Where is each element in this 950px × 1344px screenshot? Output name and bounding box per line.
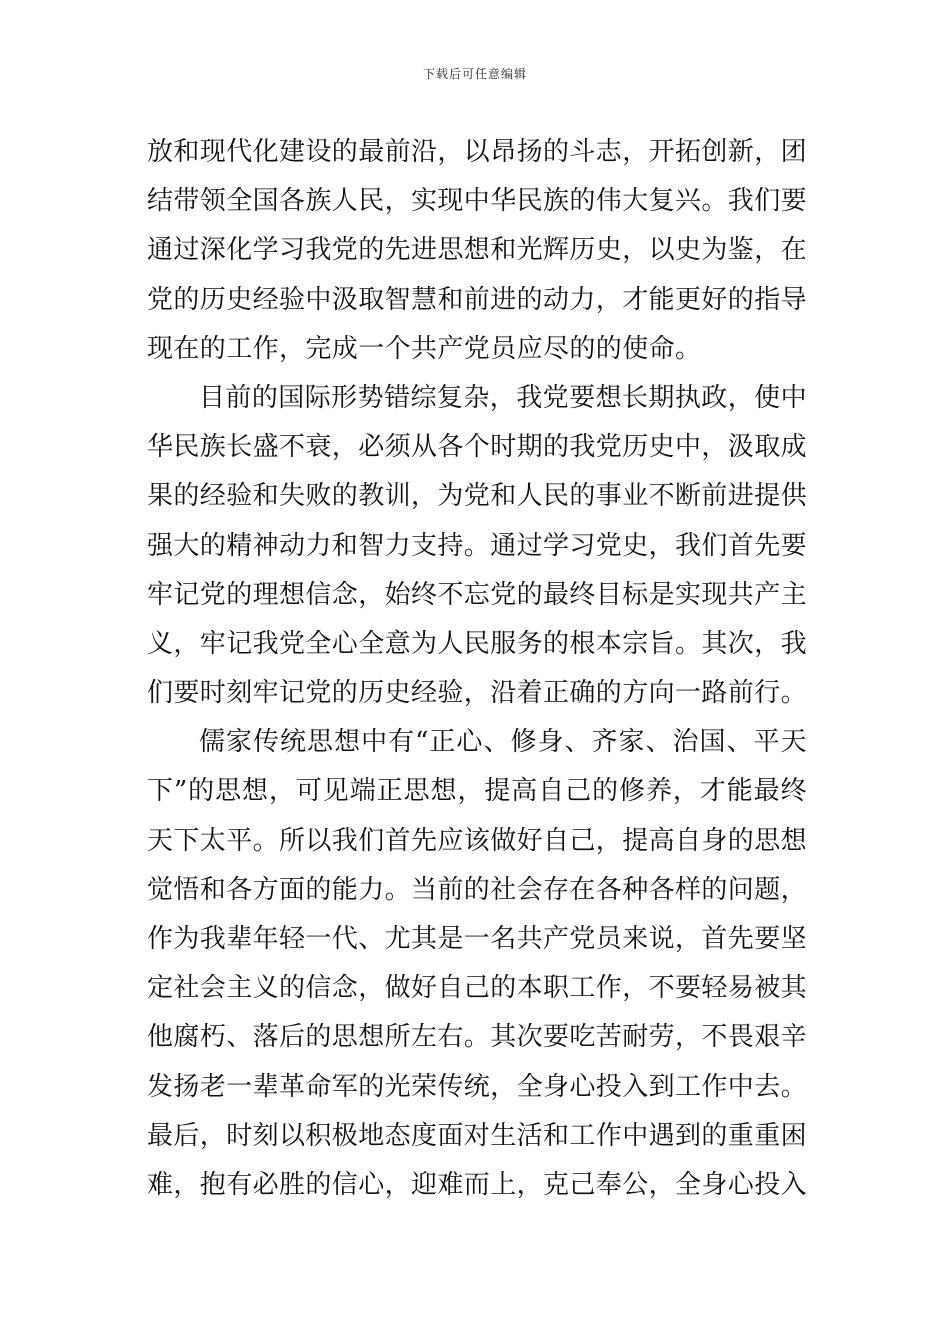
text-line: 结带领全国各族人民，实现中华民族的伟大复兴。我们要 [147, 186, 807, 217]
text-line: 发扬老一辈革命军的光荣传统，全身心投入到工作中去。 [147, 1071, 807, 1102]
body-text [147, 128, 807, 1210]
text-line: 果的经验和失败的教训，为党和人民的事业不断前进提供 [147, 481, 807, 512]
text-line: 觉悟和各方面的能力。当前的社会存在各种各样的问题， [147, 874, 807, 905]
text-line: 他腐朽、落后的思想所左右。其次要吃苦耐劳，不畏艰辛 [147, 1022, 807, 1053]
text-line: 定社会主义的信念，做好自己的本职工作，不要轻易被其 [147, 973, 807, 1004]
text-line: 难，抱有必胜的信心，迎难而上，克己奉公，全身心投入 [147, 1169, 807, 1200]
text-line: 目前的国际形势错综复杂，我党要想长期执政，使中 [199, 382, 807, 413]
text-line: 们要时刻牢记党的历史经验，沿着正确的方向一路前行。 [147, 678, 807, 709]
page-header: 下载后可任意编辑 [422, 67, 527, 81]
text-line: 通过深化学习我党的先进思想和光辉历史，以史为鉴，在 [147, 235, 807, 266]
text-line: 强大的精神动力和智力支持。通过学习党史，我们首先要 [147, 530, 807, 561]
text-line: 作为我辈年轻一代、尤其是一名共产党员来说，首先要坚 [147, 924, 807, 954]
text-line: 现在的工作，完成一个共产党员应尽的的使命。 [147, 333, 702, 364]
text-line: 党的历史经验中汲取智慧和前进的动力，才能更好的指导 [147, 284, 807, 315]
text-line: 牢记党的理想信念，始终不忘党的最终目标是实现共产主 [147, 579, 807, 610]
text-line: 放和现代化建设的最前沿，以昂扬的斗志，开拓创新，团 [147, 137, 807, 167]
text-line: 下”的思想，可见端正思想，提高自己的修养，才能最终 [147, 776, 807, 807]
text-line: 义，牢记我党全心全意为人民服务的根本宗旨。其次，我 [147, 628, 807, 659]
text-line: 最后，时刻以积极地态度面对生活和工作中遇到的重重困 [147, 1120, 807, 1151]
text-line: 华民族长盛不衰，必须从各个时期的我党历史中，汲取成 [147, 432, 807, 463]
text-line: 儒家传统思想中有“正心、修身、齐家、治国、平天 [199, 727, 807, 758]
text-line: 天下太平。所以我们首先应该做好自己，提高自身的思想 [147, 825, 807, 856]
